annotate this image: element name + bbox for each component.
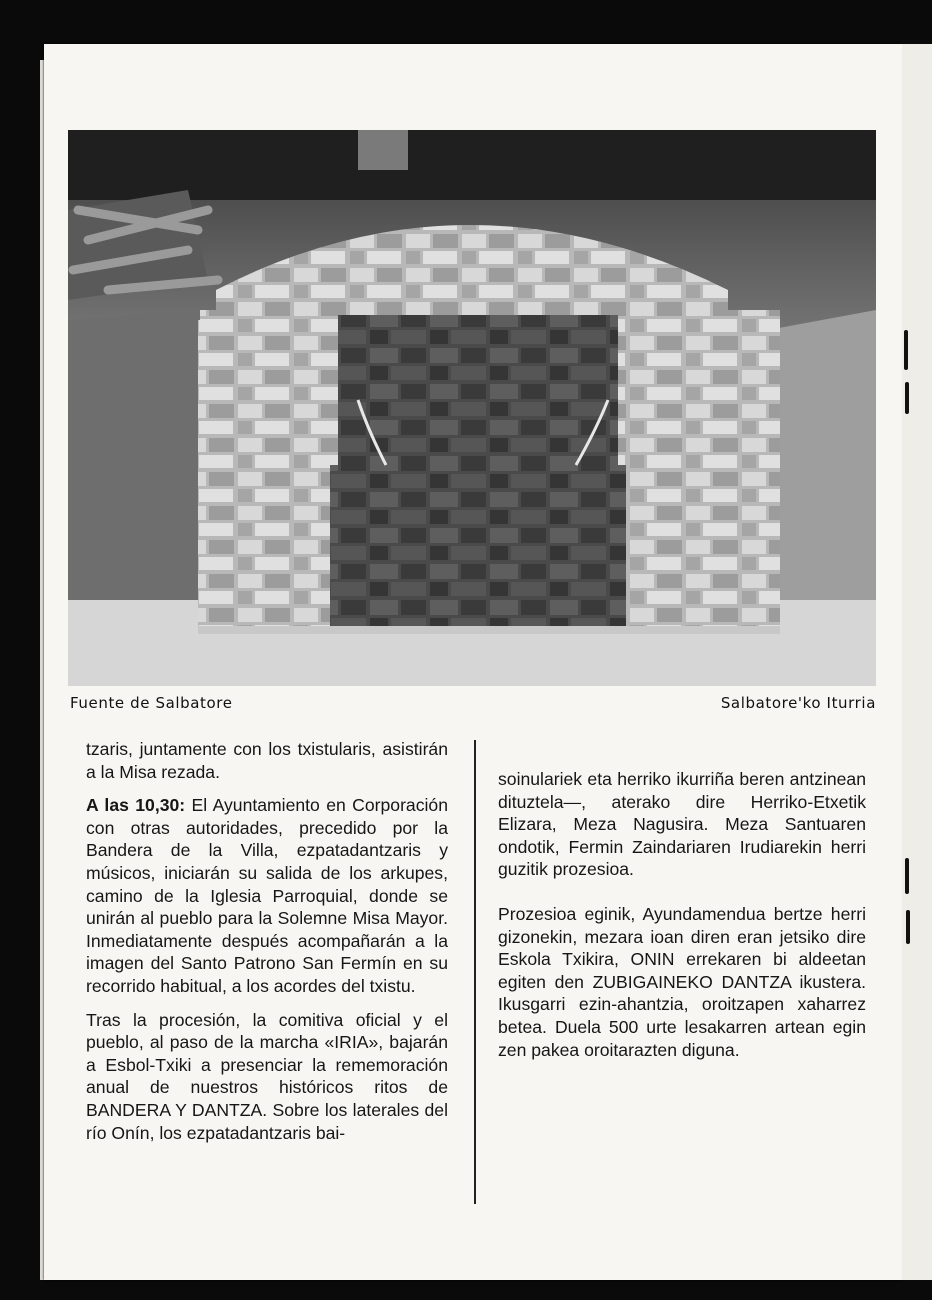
paragraph: tzaris, juntamente con los txistularis, asistirán a la Misa rezada. <box>86 739 448 782</box>
paragraph: soinulariek eta herriko ikurriña beren antzinean dituztela—, aterako dire Herriko-Etxetik Elizara, Meza Nagusira. Meza Santuaren ondotik, Fermin Zaindariaren Irudiarekin herri guzitik prozesioa. <box>498 769 866 880</box>
photo-caption-basque: Salbatore'ko Iturria <box>720 694 876 712</box>
basque-text-column <box>498 768 866 1061</box>
paragraph: Prozesioa eginik, Ayundamendua bertze herri gizonekin, mezara ioan diren eran jetsiko dire Eskola Txikira, ONIN errekaren bi aldeetan egiten den ZUBIGAINEKO DANTZA ikustera. Ikusgarri ezin-ahantzia, oroitzapen xaharrez betea. Duela 500 urte lesakarren artean egin zen pakea oroitarazten diguna. <box>498 903 866 1060</box>
column-divider <box>474 740 476 1204</box>
spanish-text-column <box>86 738 448 1144</box>
binding-mark <box>904 330 908 370</box>
paragraph-body: El Ayuntamiento en Corporación con otras autoridades, precedido por la Bandera de la Villa, ezpatadantzaris y músicos, iniciarán su salida de los arkupes, camino de la Iglesia Parroquial, donde se unirán al pueblo para la Solemne Misa Mayor. Inmediatamente después acompañarán a la imagen del Santo Patrono San Fermín en su recorrido habitual, a los acordes del txistu. <box>86 795 448 996</box>
time-heading: A las 10,30: <box>86 795 186 816</box>
fountain-photo <box>68 130 876 686</box>
facing-page-edge <box>902 44 932 1280</box>
paragraph: Tras la procesión, la comitiva oficial y el pueblo, al paso de la marcha «IRIA», bajarán a Esbol-Txiki a presenciar la rememoración anual de nuestros históricos ritos de BANDERA Y DANTZA. Sobre los laterales del río Onín, los ezpatadantzaris bai- <box>86 1009 448 1143</box>
binding-mark <box>905 382 909 414</box>
binding-mark <box>905 858 909 894</box>
photo-caption-spanish: Fuente de Salbatore <box>70 694 233 712</box>
binding-mark <box>906 910 910 944</box>
paragraph <box>86 794 448 997</box>
